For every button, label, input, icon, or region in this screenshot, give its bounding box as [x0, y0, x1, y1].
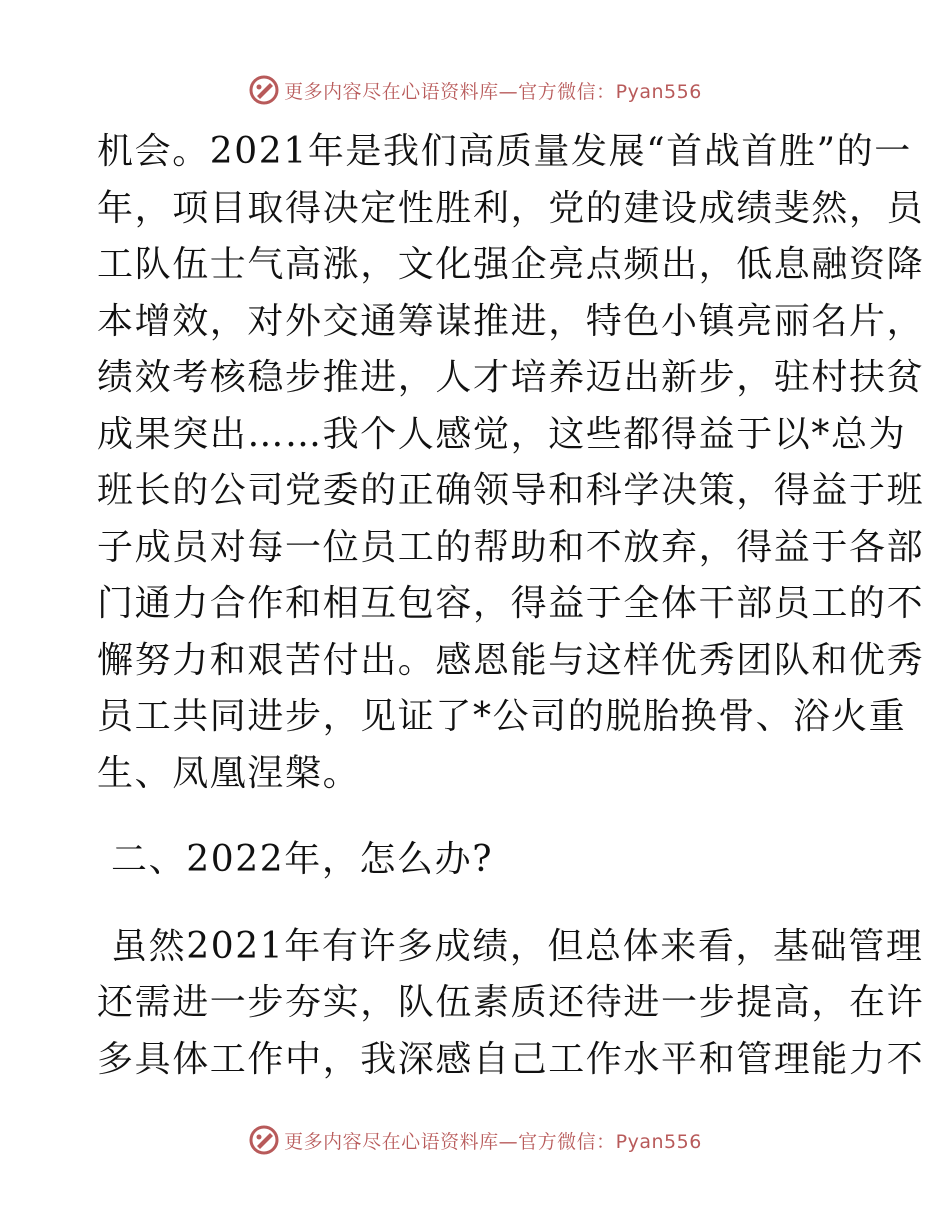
brand-logo-icon	[248, 1124, 280, 1156]
paragraph-1-line: 机会。2021年是我们高质量发展“首战首胜”的一	[97, 131, 912, 172]
paragraph-1-line: 年，项目取得决定性胜利，党的建设成绩斐然，员	[97, 187, 925, 229]
paragraph-1-line: 员工共同进步，见证了*公司的脱胎换骨、浴火重	[97, 696, 907, 737]
paragraph-1-line: 生、凤凰涅槃。	[97, 752, 361, 794]
paragraph-spacer	[97, 802, 857, 832]
paragraph-1-line: 工队伍士气高涨，文化强企亮点频出，低息融资降	[97, 244, 925, 285]
paragraph-1-line: 懈努力和艰苦付出。感恩能与这样优秀团队和优秀	[97, 639, 925, 681]
header-banner-text: 更多内容尽在心语资料库—官方微信：Pyan556	[284, 80, 702, 103]
brand-logo-icon	[248, 74, 280, 106]
paragraph-1-line: 绩效考核稳步推进，人才培养迈出新步，驻村扶贫	[97, 357, 925, 398]
paragraph-1-line: 班长的公司党委的正确领导和科学决策，得益于班	[97, 470, 925, 511]
paragraph-1-line: 成果突出……我个人感觉，这些都得益于以*总为	[97, 413, 907, 455]
paragraph-spacer	[97, 889, 857, 919]
paragraph-1-line: 子成员对每一位员工的帮助和不放弃，得益于各部	[97, 526, 925, 568]
section-heading: 二、2022年，怎么办?	[111, 839, 494, 880]
document-body	[97, 124, 925, 1088]
paragraph-1-line: 门通力合作和相互包容，得益于全体干部员工的不	[97, 583, 925, 624]
paragraph-2-line: 还需进一步夯实，队伍素质还待进一步提高，在许	[97, 982, 925, 1023]
header-banner	[0, 70, 950, 110]
paragraph-1-line: 本增效，对外交通筹谋推进，特色小镇亮丽名片，	[97, 300, 925, 342]
footer-banner-text: 更多内容尽在心语资料库—官方微信：Pyan556	[284, 1130, 702, 1153]
paragraph-2-line: 多具体工作中，我深感自己工作水平和管理能力不	[97, 1038, 925, 1080]
footer-banner	[0, 1120, 950, 1160]
paragraph-2-line: 虽然2021年有许多成绩，但总体来看，基础管理	[111, 925, 924, 967]
